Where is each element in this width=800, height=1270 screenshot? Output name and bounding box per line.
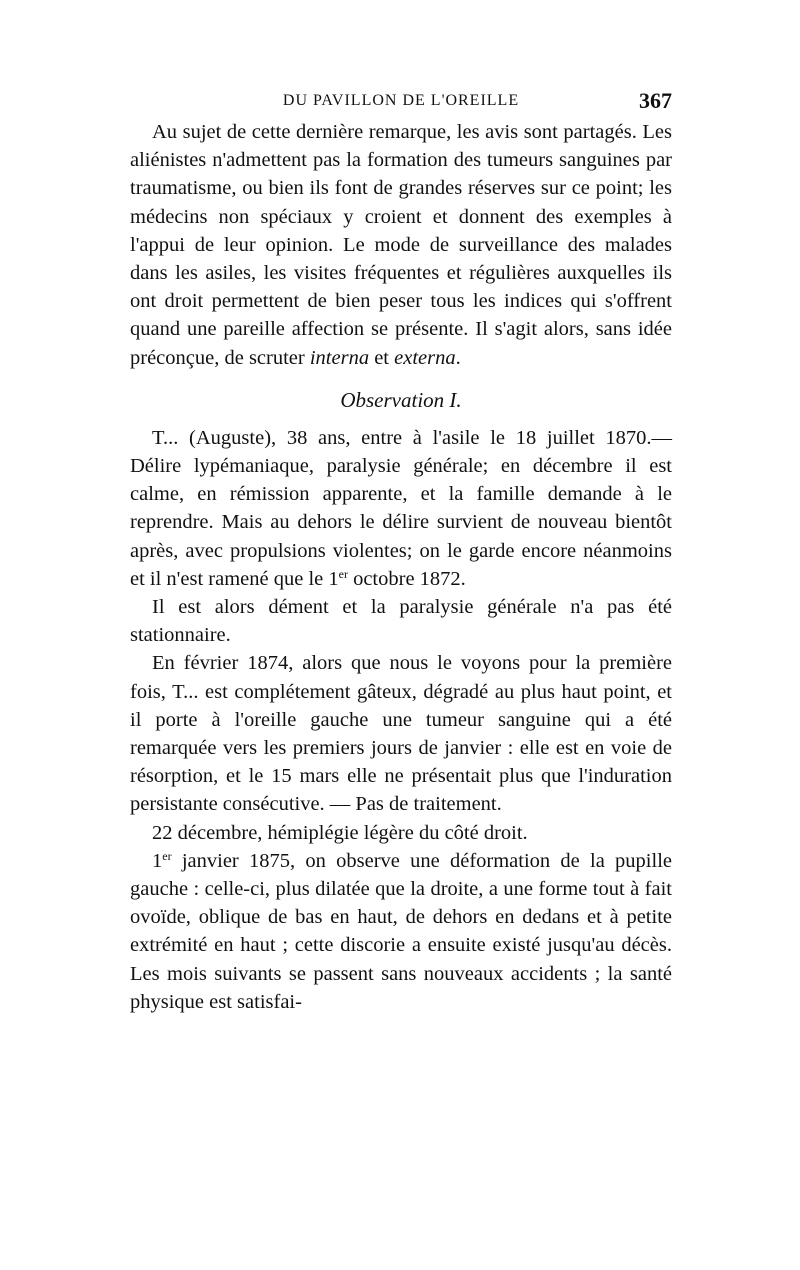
running-title: DU PAVILLON DE L'OREILLE [282, 92, 520, 109]
paragraph-december: 22 décembre, hémiplégie légère du côté droit. [152, 821, 528, 844]
book-page [130, 88, 672, 1016]
intro-conjunction: et [369, 346, 395, 369]
ordinal-superscript: er [162, 848, 172, 863]
paragraph-dementia: Il est alors dément et la paralysie générale n'a pas été stationnaire. [130, 596, 672, 647]
observation-heading: Observation I. [340, 387, 462, 412]
january-text: janvier 1875, on observe une déformation de la pupille gauche : celle-ci, plus dilatée que la droite, a une forme tout à fait ovoïde, oblique de bas en haut, de dehors en dedans et à petite extrémité en haut ; cette discorie a ensuite existé jusqu'au décès. Les mois suivants se passent sans nouveaux accidents ; la santé physique est satisfai- [130, 849, 672, 1013]
paragraph-case-intro [130, 424, 672, 593]
intro-end: . [455, 346, 461, 369]
page-number: 367 [639, 88, 672, 113]
body-text [130, 118, 672, 1016]
ordinal-superscript: er [338, 566, 348, 581]
intro-text: Au sujet de cette dernière remarque, les avis sont partagés. Les aliénistes n'admettent pas la formation des tumeurs sanguines par traumatisme, ou bien ils font de grandes réserves sur ce point; les médecins non spéciaux y croient et donnent des exemples à l'appui de leur opinion. Le mode de surveillance des malades dans les asiles, les visites fréquentes et régulières auxquelles ils ont droit permettent de bien peser tous les indices qui s'offrent quand une pareille affection se présente. Il s'agit alors, sans idée préconçue, de scruter [130, 121, 672, 369]
case-intro-text: T... (Auguste), 38 ans, entre à l'asile le 18 juillet 1870.— Délire lypémaniaque, paralysie générale; en décembre il est calme, en rémission apparente, et la famille demande à le reprendre. Mais au dehors le délire survient de nouveau bientôt après, avec propulsions violentes; on le garde encore néanmoins et il n'est ramené que le 1 [130, 426, 672, 590]
paragraph-january [130, 847, 672, 1016]
paragraph-february: En février 1874, alors que nous le voyons pour la première fois, T... est complétement gâteux, dégradé au plus haut point, et il porte à l'oreille gauche une tumeur sanguine qui a été remarquée vers les premiers jours de janvier : elle est en voie de résorption, et le 15 mars elle ne présentait plus que l'induration persistante consécutive. — Pas de traitement. [130, 652, 672, 816]
running-header [130, 88, 672, 118]
intro-paragraph [130, 118, 672, 372]
italic-interna: interna [309, 346, 370, 369]
january-day: 1 [152, 849, 163, 872]
case-intro-end: octobre 1872. [347, 567, 466, 590]
italic-externa: externa [394, 346, 456, 369]
